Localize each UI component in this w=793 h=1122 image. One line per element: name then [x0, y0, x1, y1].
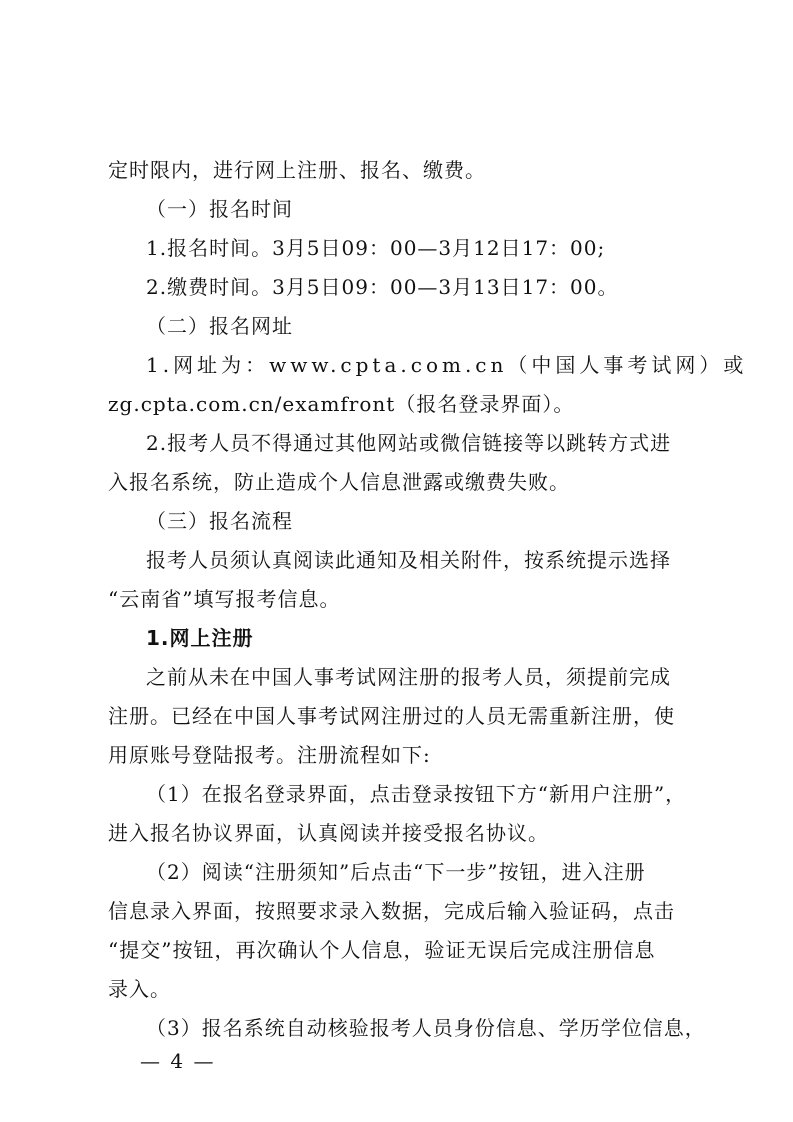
paragraph-line: 之前从未在中国人事考试网注册的报考人员，须提前完成 — [146, 665, 671, 689]
paragraph-line: 1.网址为：www.cpta.com.cn（中国人事考试网）或 — [146, 353, 748, 377]
paragraph-line: 报考人员须认真阅读此通知及相关附件，按系统提示选择 — [146, 548, 671, 572]
section-heading: （一）报名时间 — [146, 197, 293, 221]
paragraph-line: “提交”按钮，再次确认个人信息，验证无误后完成注册信息 — [108, 938, 656, 962]
paragraph-line: （2）阅读“注册须知”后点击“下一步”按钮，进入注册 — [146, 860, 646, 884]
subsection-heading: 1.网上注册 — [146, 626, 254, 650]
paragraph-line: 入报名系统，防止造成个人信息泄露或缴费失败。 — [108, 470, 570, 494]
paragraph-line: 用原账号登陆报考。注册流程如下: — [108, 743, 431, 767]
page-number: — 4 — — [140, 1049, 216, 1073]
paragraph-line: 信息录入界面，按照要求录入数据，完成后输入验证码，点击 — [108, 899, 675, 923]
paragraph-line: 2.缴费时间。3月5日09：00—3月13日17：00。 — [146, 275, 619, 299]
paragraph-line: 录入。 — [108, 977, 171, 1001]
paragraph-line: “云南省”填写报考信息。 — [108, 587, 341, 611]
paragraph-line: 定时限内，进行网上注册、报名、缴费。 — [108, 158, 486, 182]
paragraph-line: （3）报名系统自动核验报考人员身份信息、学历学位信息， — [146, 1016, 706, 1040]
paragraph-line: 注册。已经在中国人事考试网注册过的人员无需重新注册，使 — [108, 704, 675, 728]
paragraph-line: 2.报考人员不得通过其他网站或微信链接等以跳转方式进 — [146, 431, 672, 455]
paragraph-line: （1）在报名登录界面，点击登录按钮下方“新用户注册”， — [146, 782, 687, 806]
paragraph-line: 进入报名协议界面，认真阅读并接受报名协议。 — [108, 821, 549, 845]
section-heading: （二）报名网址 — [146, 314, 293, 338]
paragraph-line: 1.报名时间。3月5日09：00—3月12日17：00; — [146, 236, 606, 260]
paragraph-line: zg.cpta.com.cn/examfront（报名登录界面）。 — [108, 392, 575, 416]
section-heading: （三）报名流程 — [146, 509, 293, 533]
